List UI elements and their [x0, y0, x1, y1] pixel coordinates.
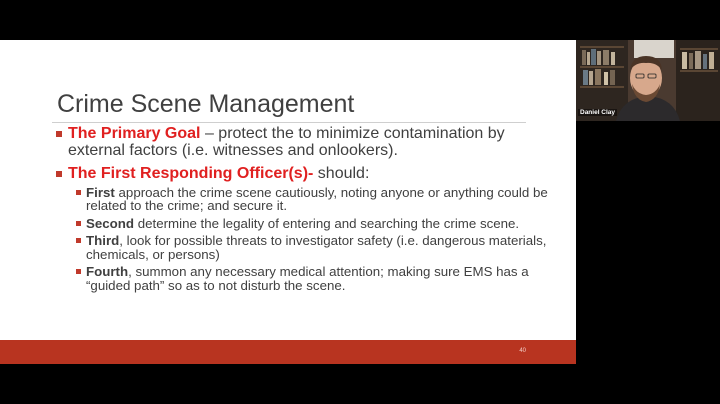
slide-footer-bar	[0, 340, 576, 364]
bullet-lead: The First Responding Officer(s)-	[68, 165, 314, 182]
sub-bullet-lead: Second	[86, 215, 135, 231]
square-bullet-icon	[56, 131, 62, 137]
sub-bullet-text: approach the crime scene cautiously, noting anyone or anything could be related to the crime; and secure it.	[86, 184, 548, 214]
square-bullet-icon	[76, 221, 81, 226]
slide-page-number: 40	[519, 348, 526, 354]
sub-bullet-lead: First	[86, 184, 115, 200]
sub-bullet-first	[76, 186, 556, 213]
bullet-lead: The Primary Goal	[68, 125, 201, 142]
sub-bullet-lead: Fourth	[86, 264, 129, 280]
slide-content	[56, 126, 556, 297]
square-bullet-icon	[76, 238, 81, 243]
square-bullet-icon	[76, 190, 81, 195]
bullet-text: should:	[313, 165, 370, 182]
bullet-text: – protect the to minimize contamination by external factors (i.e. witnesses and onlookers).	[68, 125, 505, 159]
sub-bullet-fourth	[76, 265, 556, 292]
participant-video-tile[interactable]	[576, 40, 720, 121]
participant-name-label: Daniel Clay	[580, 109, 616, 116]
sub-bullet-text: , look for possible threats to investigator safety (i.e. dangerous materials, chemicals, or persons)	[86, 233, 547, 262]
square-bullet-icon	[76, 269, 81, 274]
sub-bullet-second	[76, 217, 556, 231]
sub-bullet-text: , summon any necessary medical attention; making sure EMS has a “guided path” so as to not disturb the scene.	[86, 264, 529, 294]
bullet-first-responding-officer	[56, 166, 556, 183]
sub-bullet-lead: Third	[86, 233, 120, 249]
title-divider	[52, 122, 526, 123]
sub-bullet-list	[56, 186, 556, 293]
presentation-slide	[0, 40, 576, 364]
sub-bullet-text: determine the legality of entering and searching the crime scene.	[134, 215, 520, 231]
sub-bullet-third	[76, 234, 556, 261]
square-bullet-icon	[56, 171, 62, 177]
slide-title: Crime Scene Management	[57, 90, 355, 118]
bullet-primary-goal	[56, 126, 556, 159]
